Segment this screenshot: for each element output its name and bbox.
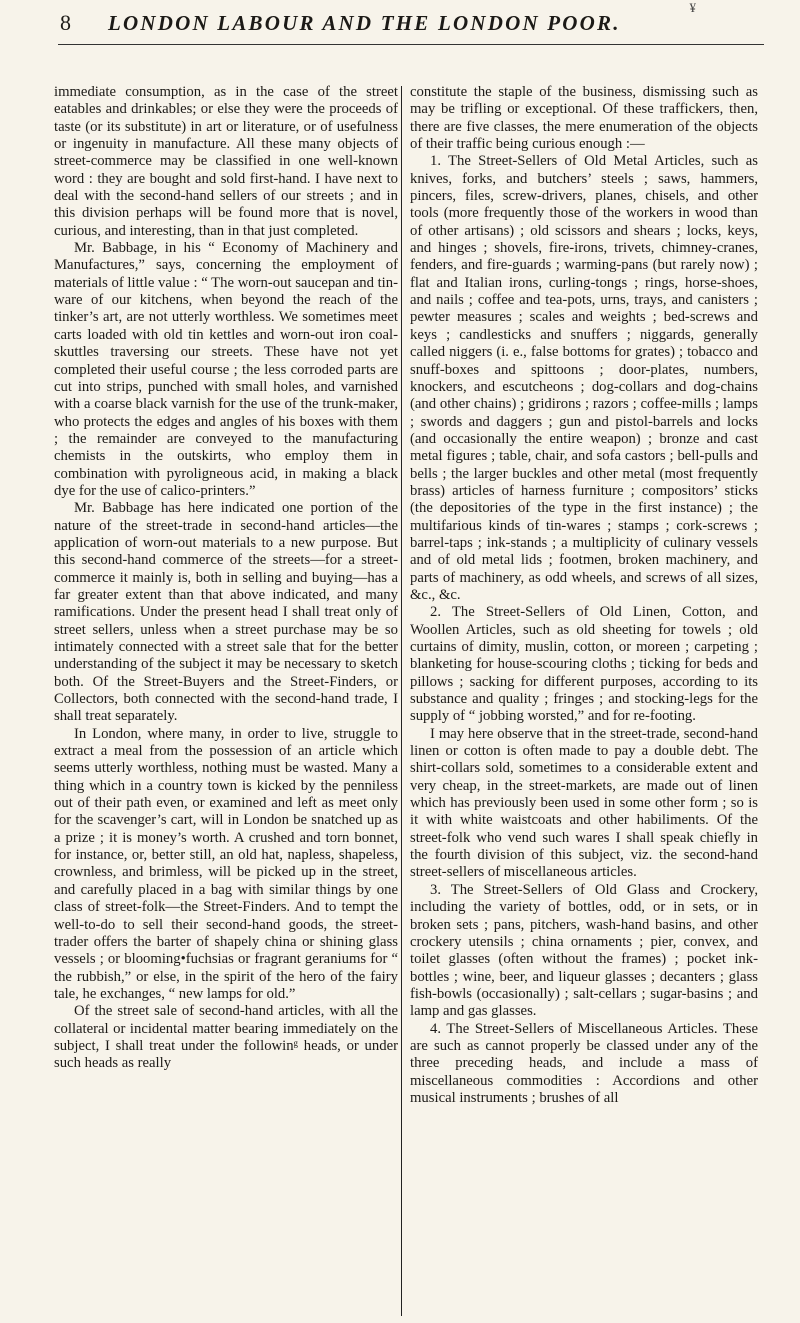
left-paragraph-1: immediate consumption, as in the case of the street eatables and drinkables; or else they were the proceeds of taste (or its substitute) in art or literature, or of usefulness or ingenuity in manufacture. All these many objects of street-commerce may be classified in one well-known word : they are bought and sold first-hand. I have next to deal with the second-hand sellers of our streets ; and in this division perhaps will be found more that is novel, curious, and interesting, than in that just completed. xyxy=(54,84,398,239)
right-paragraph-4: I may here observe that in the street-trade, second-hand linen or cotton is often made to pay a double debt. The shirt-collars sold, sometimes to a considerable extent and very cheap, in the street-markets, are made out of linen which has previously been used in some other form ; so is it with white waistcoats and other habiliments. Of the street-folk who vend such wares I shall speak chiefly in the fourth division of this subject, viz. the second-hand street-sellers of miscellaneous articles. xyxy=(410,725,758,881)
right-paragraph-6: 4. The Street-Sellers of Miscellaneous Articles. These are such as cannot properly be classed under any of the three preceding heads, and include a mass of miscellaneous commodities : Accordions and other musical instruments ; brushes of all xyxy=(410,1020,758,1106)
right-paragraph-3: 2. The Street-Sellers of Old Linen, Cotton, and Woollen Articles, such as old sheeting for towels ; old curtains of dimity, muslin, cotton, or moreen ; carpeting ; blanketing for house-scouring cloths ; ticking for beds and pillows ; sacking for different purposes, according to its substance and quality ; fringes ; and stocking-legs for the supply of “ jobbing worsted,” and for re-footing. xyxy=(410,604,758,725)
right-paragraph-2: 1. The Street-Sellers of Old Metal Articles, such as knives, forks, and butchers’ steels ; saws, hammers, pincers, files, screw-drivers, planes, chisels, and other tools (more frequently those of the workers in wood than of other artisans) ; old scissors and shears ; locks, keys, and hinges ; shovels, fire-irons, trivets, chimney-cranes, fenders, and fire-guards ; warming-pans (but rarely now) ; flat and Italian irons, curling-tongs ; rings, horse-shoes, and nails ; coffee and tea-pots, urns, trays, and canisters ; pewter measures ; scales and weights ; bed-screws and keys ; candlesticks and snuffers ; niggards, generally called niggers (i. e., false bottoms for grates) ; tobacco and snuff-boxes and spittoons ; door-plates, numbers, knockers, and escutcheons ; dog-collars and dog-chains (and other chains) ; gridirons ; razors ; coffee-mills ; lamps ; swords and daggers ; gun and pistol-barrels and locks (and occasionally the entire weapon) ; bronze and cast metal figures ; table, chair, and sofa castors ; bell-pulls and bells ; the larger buckles and other metal (most frequently brass) articles of harness furniture ; compositors’ sticks (the depositories of the type in the first instance) ; the multifarious kinds of tin-wares ; stamps ; cork-screws ; barrel-taps ; ink-stands ; a multiplicity of culinary vessels and of old metal lids ; footmen, broken machinery, and parts of machinery, as odd wheels, and screws of all sizes, &c., &c. xyxy=(410,153,758,603)
left-paragraph-4: In London, where many, in order to live, struggle to extract a meal from the possession of an article which seems utterly worthless, nothing must be wasted. Many a thing which in a country town is kicked by the penniless out of their path even, or examined and left as meet only for the scavenger’s cart, will in London be snatched up as a prize ; it is money’s worth. A crushed and torn bonnet, for instance, or, better still, an old hat, napless, shapeless, crownless, and brimless, will be picked up in the street, and carefully placed in a bag with similar things by one class of street-folk—the Street-Finders. And to tempt the well-to-do to sell their second-hand goods, the street-trader offers the barter of shapely china or shining glass vessels ; or blooming•fuchsias or fragrant geraniums for “ the rubbish,” or else, in the spirit of the hero of the fairy tale, he exchanges, “ new lamps for old.” xyxy=(54,725,398,1002)
page-header xyxy=(60,8,780,42)
left-paragraph-5: Of the street sale of second-hand articles, with all the collateral or incidental matter bearing immediately on the subject, I shall treat under the followinᵍ heads, or under such heads as really xyxy=(54,1003,398,1072)
left-paragraph-2: Mr. Babbage, in his “ Economy of Machinery and Manufactures,” says, concerning the employment of materials of little value : “ The worn-out saucepan and tin-ware of our kitchens, when beyond the reach of the tinker’s art, are not utterly worthless. We sometimes meet carts loaded with old tin kettles and worn-out iron coal-skuttles traversing our streets. These have not yet completed their useful course ; the less corroded parts are cut into strips, punched with small holes, and varnished with a coarse black varnish for the use of the trunk-maker, who protects the edges and angles of his boxes with them ; the remainder are conveyed to the manufacturing chemists in the outskirts, who employ them in combination with pyroligneous acid, in making a black dye for the use of calico-printers.” xyxy=(54,240,398,499)
page-number: 8 xyxy=(60,10,71,35)
right-column xyxy=(410,84,758,1107)
left-paragraph-3: Mr. Babbage has here indicated one portion of the nature of the street-trade in second-hand articles—the application of worn-out materials to a new purpose. But this second-hand commerce of the streets—for a street-commerce it mainly is, both in selling and buying—has a far greater extent than that above indicated, and many ramifications. Under the present head I shall treat only of street sellers, unless when a street purchase may be so intimately connected with a street sale that for the better understanding of the subject it may be necessary to sketch both. Of the Street-Buyers and the Street-Finders, or Collectors, both connected with the second-hand trade, I shall treat separately. xyxy=(54,500,398,725)
right-paragraph-5: 3. The Street-Sellers of Old Glass and Crockery, including the variety of bottles, odd, or in sets, or in broken sets ; pans, pitchers, wash-hand basins, and other crockery utensils ; china ornaments ; pier, convex, and toilet glasses (often without the frames) ; pocket ink-bottles ; wine, beer, and liqueur glasses ; decanters ; glass fish-bowls (occasionally) ; salt-cellars ; sugar-basins ; and lamp and gas glasses. xyxy=(410,881,758,1020)
left-column xyxy=(54,84,398,1073)
running-title: LONDON LABOUR AND THE LONDON POOR. xyxy=(108,11,621,35)
column-divider xyxy=(401,86,402,1316)
corner-mark: ¥ xyxy=(689,0,696,15)
header-rule xyxy=(58,44,764,45)
right-paragraph-1: constitute the staple of the business, dismissing such as may be trifling or exceptional. Of these traffickers, then, there are five classes, the mere enumeration of the objects of their traffic being curious enough :— xyxy=(410,84,758,153)
